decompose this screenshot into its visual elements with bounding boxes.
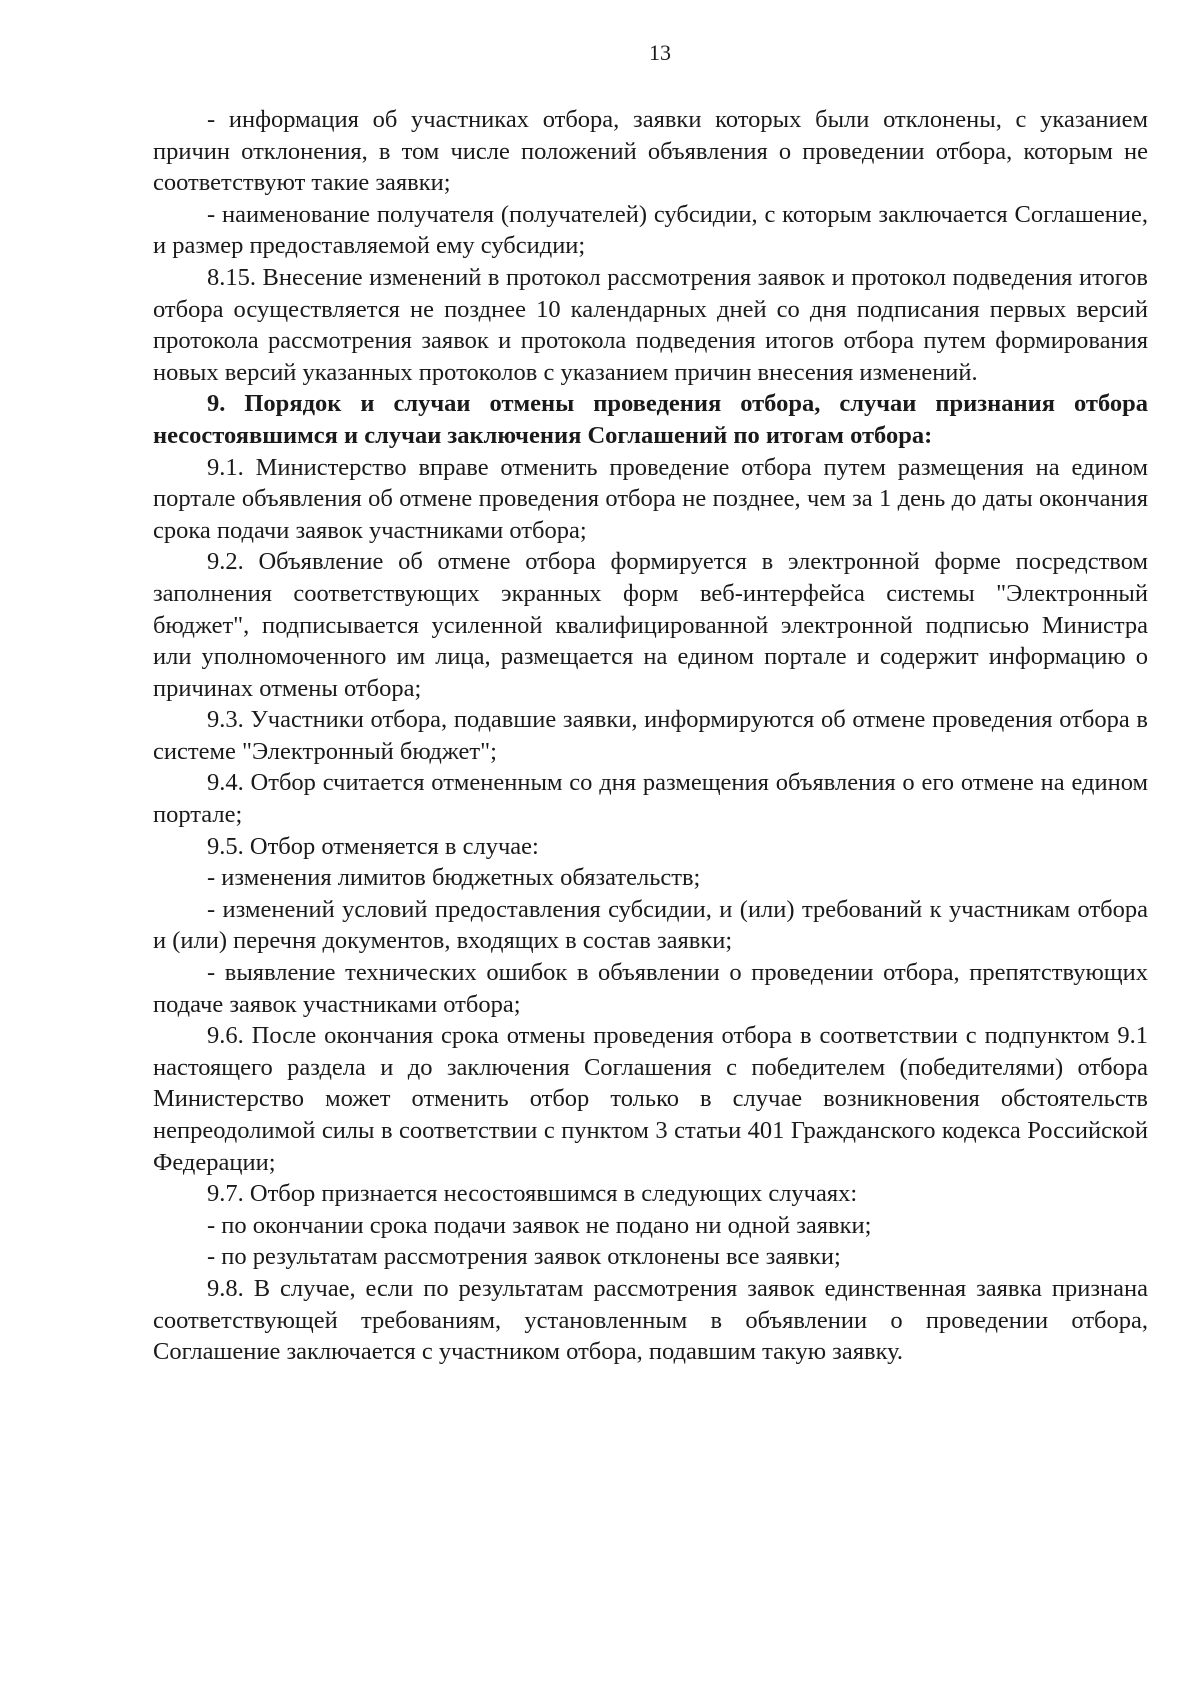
list-item-budget-limits: - изменения лимитов бюджетных обязательств;: [207, 864, 701, 892]
list-item-all-rejected: - по результатам рассмотрения заявок отклонены все заявки;: [207, 1243, 841, 1271]
list-item-technical-errors: - выявление технических ошибок в объявлении о проведении отбора, препятствующих подаче заявок участниками отбора;: [153, 959, 1148, 1018]
section-heading-9: 9. Порядок и случаи отмены проведения отбора, случаи признания отбора несостоявшимся и случаи заключения Соглашений по итогам отбора:: [153, 390, 1148, 449]
paragraph-9-1: 9.1. Министерство вправе отменить проведение отбора путем размещения на едином портале объявления об отмене проведения отбора не позднее, чем за 1 день до даты окончания срока подачи заявок участниками отбора;: [153, 453, 1148, 544]
document-body: [153, 104, 1148, 1368]
paragraph-9-6: 9.6. После окончания срока отмены проведения отбора в соответствии с подпунктом 9.1 настоящего раздела и до заключения Соглашения с победителем (победителями) отбора Министерство может отменить отбор только в случае возникновения обстоятельств непреодолимой силы в соответствии с пунктом 3 статьи 401 Гражданского кодекса Российской Федерации;: [153, 1022, 1148, 1176]
paragraph-9-5: 9.5. Отбор отменяется в случае:: [207, 832, 539, 860]
paragraph-9-2: 9.2. Объявление об отмене отбора формируется в электронной форме посредством заполнения соответствующих экранных форм веб-интерфейса системы "Электронный бюджет", подписывается усиленной квалифицированной электронной подписью Министра или уполномоченного им лица, размещается на едином портале и содержит информацию о причинах отмены отбора;: [153, 548, 1148, 702]
page-number: 13: [649, 40, 671, 65]
paragraph-rejected-participants: - информация об участниках отбора, заявки которых были отклонены, с указанием причин отклонения, в том числе положений объявления о проведении отбора, которым не соответствуют такие заявки;: [153, 106, 1148, 197]
paragraph-8-15: 8.15. Внесение изменений в протокол рассмотрения заявок и протокол подведения итогов отбора осуществляется не позднее 10 календарных дней со дня подписания первых версий протокола рассмотрения заявок и протокола подведения итогов отбора путем формирования новых версий указанных протоколов с указанием причин внесения изменений.: [153, 263, 1148, 386]
paragraph-recipient-name: - наименование получателя (получателей) субсидии, с которым заключается Соглашение, и размер предоставляемой ему субсидии;: [153, 200, 1148, 260]
paragraph-9-3: 9.3. Участники отбора, подавшие заявки, информируются об отмене проведения отбора в системе "Электронный бюджет";: [153, 706, 1148, 765]
paragraph-9-4: 9.4. Отбор считается отмененным со дня размещения объявления о его отмене на едином портале;: [153, 769, 1148, 829]
list-item-conditions-change: - изменений условий предоставления субсидии, и (или) требований к участникам отбора и (или) перечня документов, входящих в состав заявки;: [153, 895, 1148, 955]
list-item-no-applications: - по окончании срока подачи заявок не подано ни одной заявки;: [207, 1211, 872, 1239]
paragraph-9-8: 9.8. В случае, если по результатам рассмотрения заявок единственная заявка признана соответствующей требованиям, установленным в объявлении о проведении отбора, Соглашение заключается с участником отбора, подавшим такую заявку.: [153, 1274, 1148, 1366]
paragraph-9-7: 9.7. Отбор признается несостоявшимся в следующих случаях:: [207, 1180, 858, 1208]
